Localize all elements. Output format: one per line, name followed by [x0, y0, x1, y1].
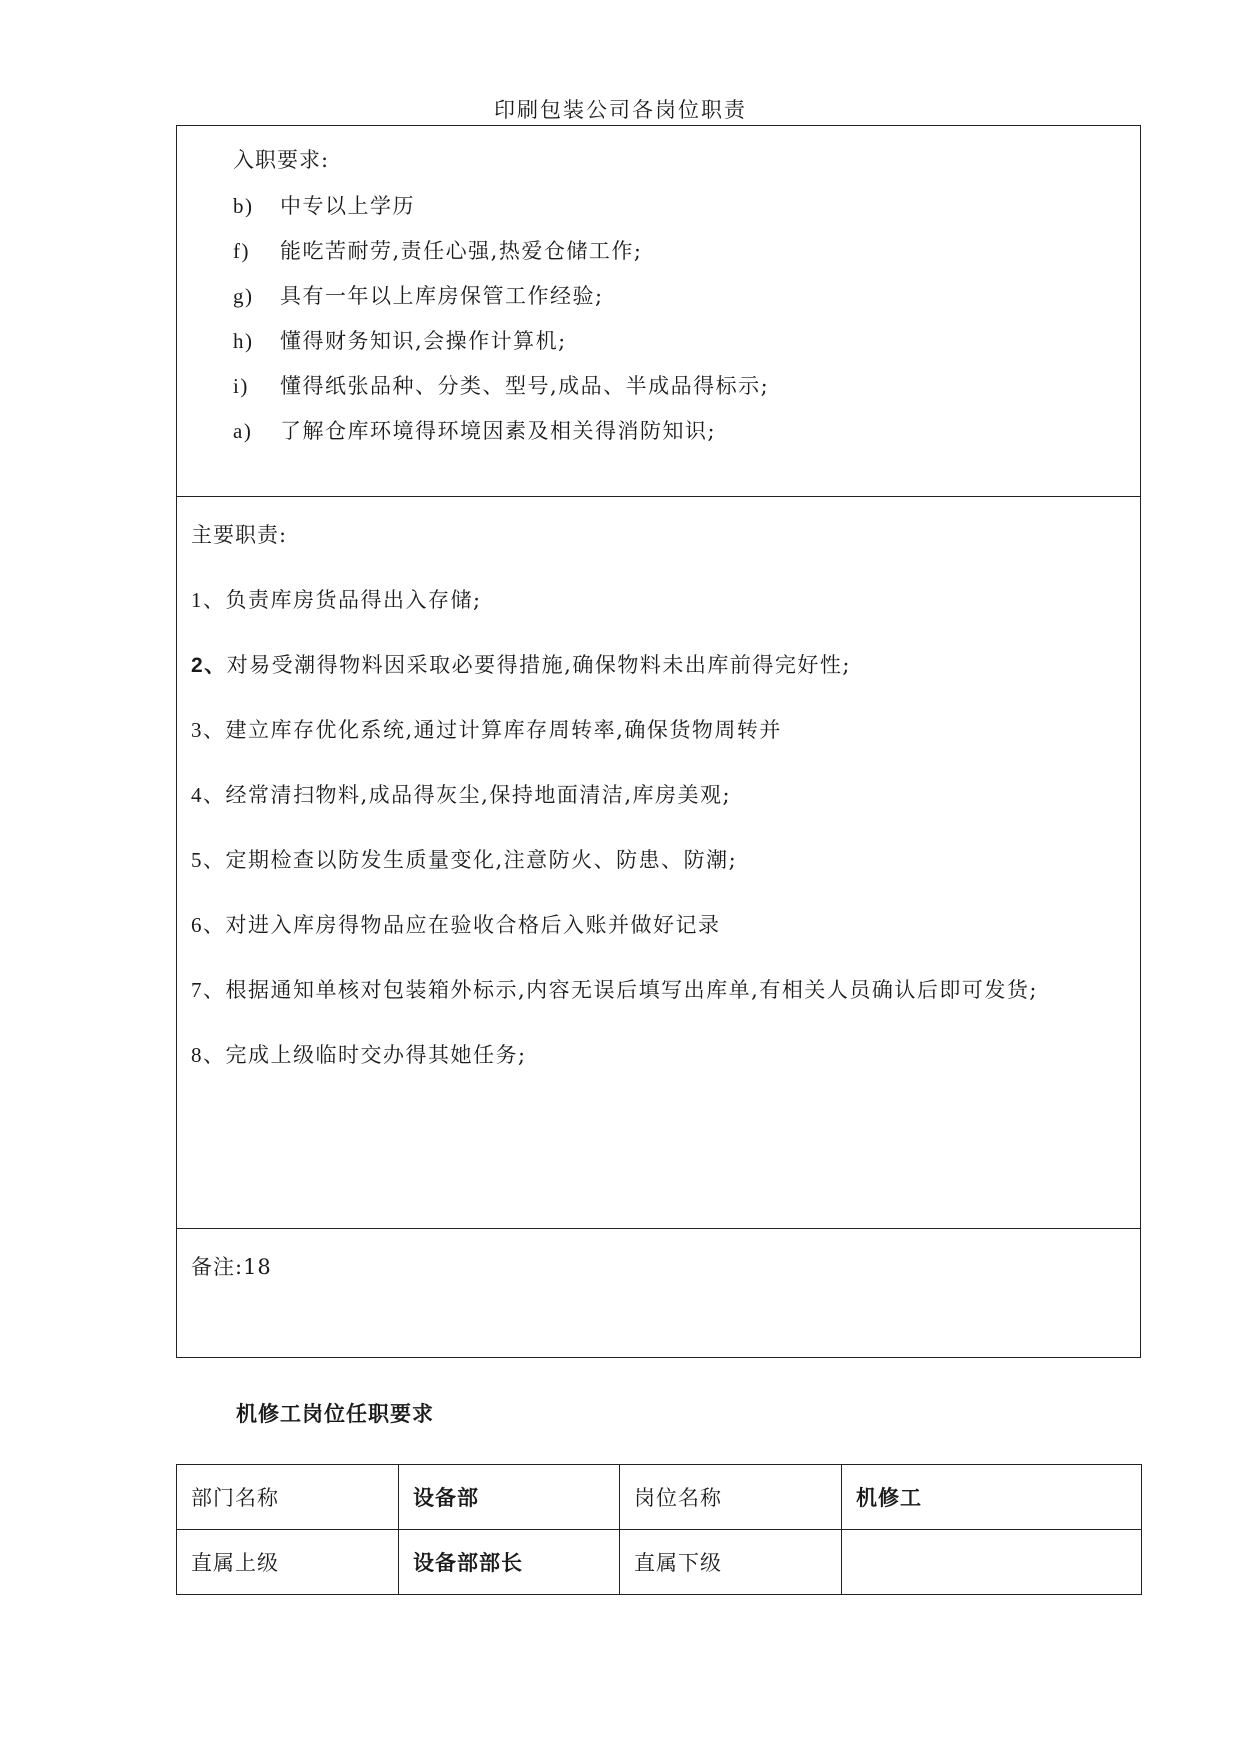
duties-section	[176, 496, 1141, 1229]
duty-text: 建立库存优化系统,通过计算库存周转率,确保货物周转并	[225, 718, 782, 742]
requirement-marker: g)	[233, 284, 254, 308]
section-title: 机修工岗位任职要求	[236, 1401, 434, 1426]
requirements-section	[176, 125, 1141, 497]
table-row	[177, 1530, 1142, 1595]
requirement-marker: a)	[233, 419, 253, 443]
position-info-table	[176, 1464, 1142, 1595]
duty-number: 4、	[191, 783, 226, 807]
requirement-item	[233, 235, 642, 265]
duty-number: 8、	[191, 1043, 226, 1067]
requirement-text: 能吃苦耐劳,责任心强,热爱仓储工作;	[280, 239, 643, 263]
duty-text: 对进入库房得物品应在验收合格后入账并做好记录	[225, 913, 721, 937]
subordinate-label-cell: 直属下级	[620, 1530, 842, 1595]
duty-item	[191, 844, 737, 874]
requirement-marker: i)	[233, 374, 249, 398]
requirement-marker: f)	[233, 239, 250, 263]
duty-item	[191, 1039, 527, 1069]
requirement-text: 中专以上学历	[280, 194, 415, 218]
table-row	[177, 1465, 1142, 1530]
duty-number: 3、	[191, 718, 226, 742]
requirement-item	[233, 370, 769, 400]
duty-text: 经常清扫物料,成品得灰尘,保持地面清洁,库房美观;	[225, 783, 732, 807]
duty-text: 负责库房货品得出入存储;	[225, 588, 482, 612]
duty-item	[191, 909, 721, 939]
duty-item	[191, 584, 482, 614]
requirement-text: 懂得纸张品种、分类、型号,成品、半成品得标示;	[280, 374, 770, 398]
subordinate-value-cell	[842, 1530, 1142, 1595]
note-text: 备注:18	[191, 1255, 272, 1279]
requirements-heading: 入职要求:	[233, 148, 330, 172]
duty-number: 6、	[191, 913, 226, 937]
requirement-item	[233, 415, 716, 445]
requirement-item	[233, 325, 567, 355]
duty-text: 定期检查以防发生质量变化,注意防火、防患、防潮;	[225, 848, 738, 872]
requirement-text: 了解仓库环境得环境因素及相关得消防知识;	[280, 419, 717, 443]
post-value-cell: 机修工	[842, 1465, 1142, 1530]
superior-label-cell: 直属上级	[177, 1530, 399, 1595]
duty-number: 5、	[191, 848, 226, 872]
duty-item	[191, 649, 851, 679]
dept-label-cell: 部门名称	[177, 1465, 399, 1530]
requirement-marker: h)	[233, 329, 254, 353]
duty-text: 根据通知单核对包装箱外标示,内容无误后填写出库单,有相关人员确认后即可发货;	[225, 978, 1038, 1002]
duty-item	[191, 974, 1038, 1004]
dept-value-cell: 设备部	[399, 1465, 620, 1530]
superior-value-cell: 设备部部长	[399, 1530, 620, 1595]
page-title: 印刷包装公司各岗位职责	[494, 98, 747, 122]
duty-text: 完成上级临时交办得其她任务;	[225, 1043, 527, 1067]
requirement-marker: b)	[233, 194, 254, 218]
duty-item	[191, 779, 731, 809]
duty-item	[191, 714, 782, 744]
duties-heading: 主要职责:	[191, 523, 288, 547]
requirement-item	[233, 280, 604, 310]
post-label-cell: 岗位名称	[620, 1465, 842, 1530]
duty-text: 对易受潮得物料因采取必要得措施,确保物料未出库前得完好性;	[226, 653, 851, 677]
requirement-item	[233, 190, 415, 220]
note-section	[176, 1228, 1141, 1358]
duty-number: 1、	[191, 588, 226, 612]
requirement-text: 懂得财务知识,会操作计算机;	[280, 329, 567, 353]
requirement-text: 具有一年以上库房保管工作经验;	[280, 284, 604, 308]
duty-number: 7、	[191, 978, 226, 1002]
duty-number: 2、	[191, 654, 227, 677]
